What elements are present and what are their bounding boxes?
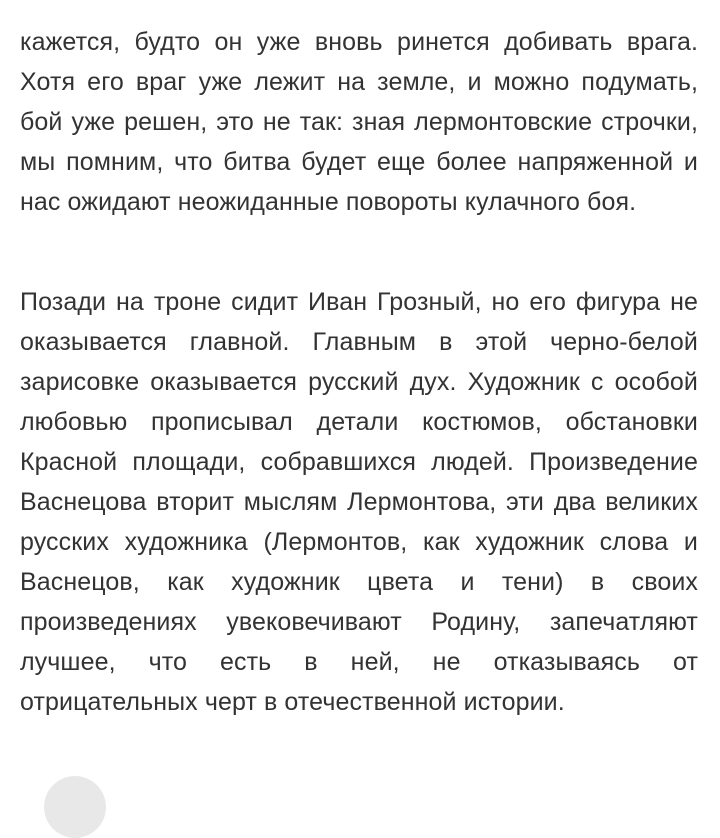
article-body (20, 22, 698, 722)
paragraph-2: Позади на троне сидит Иван Грозный, но его фигура не оказывается главной. Главным в этой черно-белой зарисовке оказывается русский дух. Художник с особой любовью прописывал детали костюмов, обстановки Красной площади, собравшихся людей. Произведение Васнецова вторит мыслям Лермонтова, эти два великих русских художника (Лермонтов, как художник слова и Васнецов, как художник цвета и тени) в своих произведениях увековечивают Родину, запечатляют лучшее, что есть в ней, не отказываясь от отрицательных черт в отечественной истории. (20, 288, 698, 716)
partial-avatar (44, 776, 106, 838)
paragraph-1: кажется, будто он уже вновь ринется добивать врага. Хотя его враг уже лежит на земле, и можно подумать, бой уже решен, это не так: зная лермонтовские строчки, мы помним, что битва будет еще более напряженной и нас ожидают неожиданные повороты кулачного боя. (20, 28, 698, 216)
